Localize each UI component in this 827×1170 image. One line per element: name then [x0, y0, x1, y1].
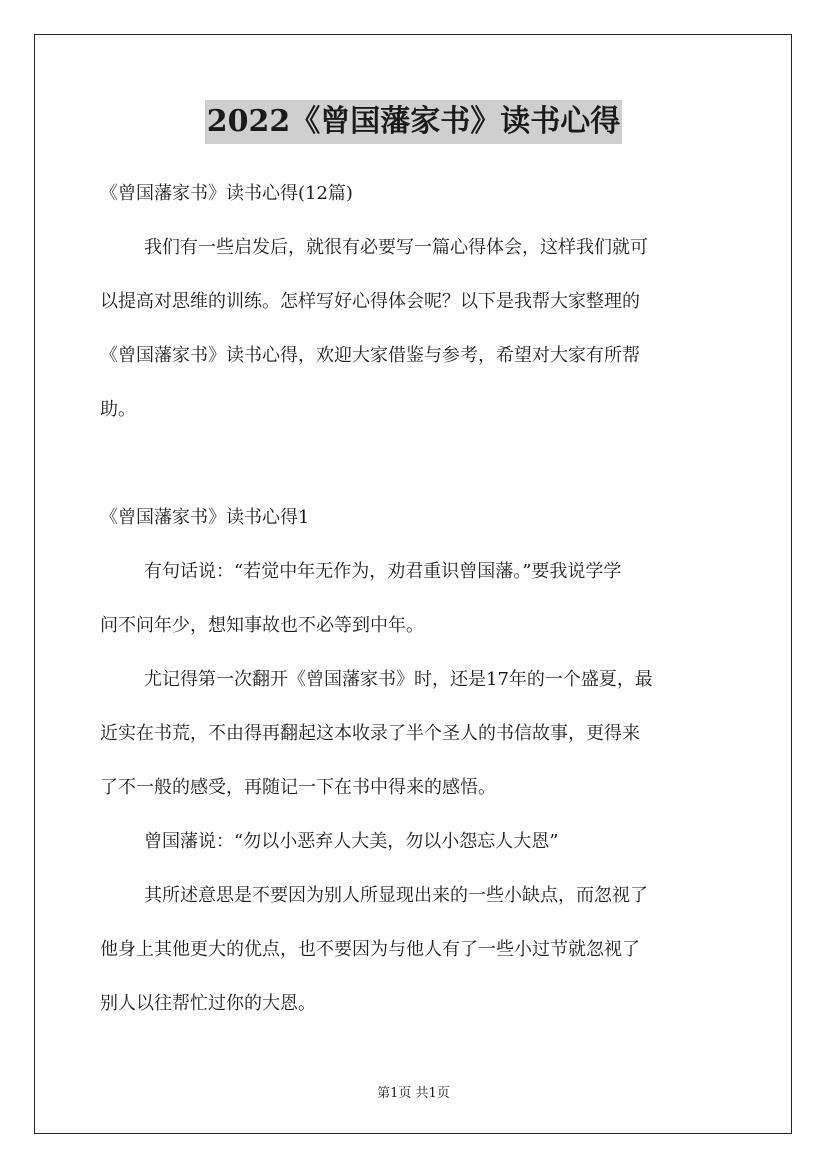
quote-line: 曾国藩说：“勿以小恶弃人大美，勿以小怨忘人大恩”	[144, 831, 559, 852]
intro-line: 《曾国藩家书》读书心得，欢迎大家借鉴与参考，希望对大家有所帮	[100, 345, 640, 366]
paragraph-line: 问不问年少，想知事故也不必等到中年。	[100, 615, 424, 636]
paragraph-line: 他身上其他更大的优点，也不要因为与他人有了一些小过节就忽视了	[100, 939, 640, 960]
page-footer: 第1页 共1页	[377, 1086, 450, 1101]
paragraph-line: 别人以往帮忙过你的大恩。	[100, 993, 316, 1014]
paragraph-line: 近实在书荒，不由得再翻起这本收录了半个圣人的书信故事，更得来	[100, 723, 640, 744]
intro-line: 我们有一些启发后，就很有必要写一篇心得体会，这样我们就可	[144, 237, 648, 258]
section-heading: 《曾国藩家书》读书心得1	[100, 507, 310, 528]
paragraph-line: 尤记得第一次翻开《曾国藩家书》时，还是17年的一个盛夏，最	[144, 669, 653, 690]
intro-line: 以提高对思维的训练。怎样写好心得体会呢？以下是我帮大家整理的	[100, 291, 640, 312]
intro-line: 助。	[100, 399, 136, 420]
paragraph-line: 有句话说：“若觉中年无作为，劝君重识曾国藩。”要我说学学	[144, 561, 622, 582]
paragraph-line: 了不一般的感受，再随记一下在书中得来的感悟。	[100, 777, 496, 798]
document-title: 2022《曾国藩家书》读书心得	[205, 100, 623, 144]
subtitle: 《曾国藩家书》读书心得(12篇)	[100, 183, 353, 204]
paragraph-line: 其所述意思是不要因为别人所显现出来的一些小缺点，而忽视了	[144, 885, 648, 906]
title-container	[0, 100, 827, 144]
